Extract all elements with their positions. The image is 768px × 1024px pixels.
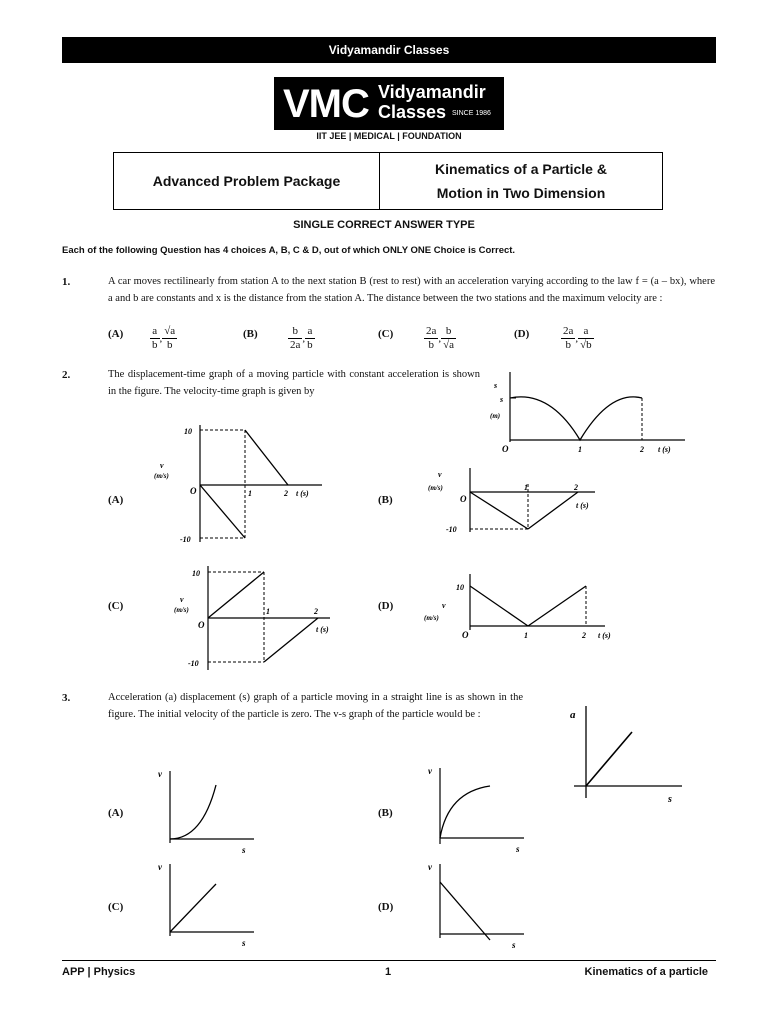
label-v: v xyxy=(158,862,162,872)
v-line xyxy=(200,485,245,538)
q3-acceleration-displacement-graph xyxy=(560,698,690,808)
v-s-curve xyxy=(170,785,216,839)
label-v-unit: (m/s) xyxy=(154,472,169,480)
q3-option-d-label: (D) xyxy=(378,901,394,913)
footer-subject: APP | Physics xyxy=(62,966,136,978)
q3-option-a-label: (A) xyxy=(108,807,124,819)
v-s-line xyxy=(440,882,490,940)
q3-option-c-label: (C) xyxy=(108,901,124,913)
label-minus-ten: -10 xyxy=(180,535,191,544)
label-s: s xyxy=(242,845,246,855)
q2-displacement-time-graph xyxy=(480,360,690,460)
q3-option-b-label: (B) xyxy=(378,807,393,819)
label-v: v xyxy=(158,769,162,779)
q1-option-a xyxy=(108,324,123,342)
label-v: v xyxy=(180,595,184,604)
q2-option-b-label: (B) xyxy=(378,494,393,506)
logo-since: SINCE 1986 xyxy=(452,110,491,117)
q2-option-c-label: (C) xyxy=(108,600,124,612)
s-t-curve xyxy=(510,397,642,440)
label-minus-ten: -10 xyxy=(446,525,457,534)
q1-option-b-value: $\frac{b}{2a}$ , $\frac{a}{b}$ xyxy=(290,325,313,351)
q1-option-d xyxy=(514,324,529,342)
v-line xyxy=(245,430,288,485)
tagline: IIT JEE | MEDICAL | FOUNDATION xyxy=(316,131,462,141)
label-v: v xyxy=(160,461,164,470)
label-t: t (s) xyxy=(296,489,309,498)
label-v: v xyxy=(438,470,442,479)
label-s: s xyxy=(512,940,516,950)
label-a: a xyxy=(570,709,576,721)
v-line xyxy=(208,572,264,618)
label-s: s xyxy=(516,844,520,854)
q2-option-c-graph xyxy=(150,562,350,674)
label-two: 2 xyxy=(582,631,586,640)
label-v: v xyxy=(442,601,446,610)
label-ten: 10 xyxy=(184,427,192,436)
label-s-unit: (m) xyxy=(490,412,501,420)
q3-option-d-graph xyxy=(420,858,530,952)
label-one: 1 xyxy=(266,607,270,616)
q2-option-b-graph xyxy=(420,462,600,552)
v-line xyxy=(528,492,578,529)
q1-option-b xyxy=(243,324,258,342)
q1-option-c xyxy=(378,324,393,342)
label-s-value: s xyxy=(500,395,504,404)
footer-rule xyxy=(62,960,716,961)
fraction: $\frac{b}{2a}$ xyxy=(290,325,301,351)
fraction: $\frac{a}{b}$ xyxy=(307,325,313,351)
label-v-unit: (m/s) xyxy=(428,484,443,492)
header-title: Vidyamandir Classes xyxy=(328,43,450,57)
question-3-text: Acceleration (a) displacement (s) graph of a particle moving in a straight line is as shown in the figure. The initial velocity of the particle is zero. The v-s graph of the particle would be : xyxy=(108,692,523,720)
label-origin: O xyxy=(460,494,467,504)
label-t: t (s) xyxy=(658,445,671,454)
label-s: s xyxy=(242,938,246,948)
chapter-title-line2: Motion in Two Dimension xyxy=(436,185,606,201)
section-heading: SINGLE CORRECT ANSWER TYPE xyxy=(293,219,475,231)
label-t: t (s) xyxy=(316,625,329,634)
label-minus-ten: -10 xyxy=(188,659,199,668)
v-line xyxy=(470,492,528,529)
label-v: v xyxy=(428,766,432,776)
label-origin: O xyxy=(502,444,509,454)
title-box xyxy=(113,152,663,210)
label-two: 2 xyxy=(284,489,288,498)
label-v-unit: (m/s) xyxy=(424,614,439,622)
label-one: 1 xyxy=(524,631,528,640)
instructions: Each of the following Question has 4 choices A, B, C & D, out of which ONLY ONE Choice is Correct. xyxy=(62,245,516,256)
v-line xyxy=(264,618,318,662)
question-2-text: The displacement-time graph of a moving particle with constant acceleration is shown in the figure. The velocity-time graph is given by xyxy=(108,369,480,397)
q3-option-b-graph xyxy=(420,762,530,856)
label-t: t (s) xyxy=(576,501,589,510)
q2-option-d-label: (D) xyxy=(378,600,394,612)
fraction: $\frac{2a}{b}$ xyxy=(426,325,437,351)
q3-option-a-graph xyxy=(150,765,260,855)
chapter-title-line1: Kinematics of a Particle & xyxy=(435,161,607,177)
label-origin: O xyxy=(190,486,197,496)
footer-page-number: 1 xyxy=(385,966,392,978)
fraction: $\frac{a}{b}$ xyxy=(152,325,158,351)
label-two: 2 xyxy=(640,445,644,454)
label-origin: O xyxy=(198,620,205,630)
v-line xyxy=(470,586,528,626)
a-s-line xyxy=(586,732,632,786)
chapter-title xyxy=(380,157,662,205)
option-label: (D) xyxy=(514,328,530,340)
footer-chapter: Kinematics of a particle xyxy=(584,966,708,978)
question-3-number: 3. xyxy=(62,692,71,704)
label-v: v xyxy=(428,862,432,872)
vmc-logo xyxy=(274,77,504,130)
logo-abbrev: VMC xyxy=(283,82,369,126)
question-1-text: A car moves rectilinearly from station A to the next station B (rest to rest) with an acceleration varying according to the law f = (a – bx), where a and b are constants and x is the distance from the station A. The distance between the two stations and the maximum velocity are : xyxy=(108,276,715,304)
fraction: $\frac{√a}{b}$ xyxy=(164,325,176,351)
label-s: s xyxy=(668,794,672,805)
q2-option-d-graph xyxy=(420,570,620,646)
v-s-curve xyxy=(440,786,490,838)
label-two: 2 xyxy=(574,483,578,492)
q3-option-c-graph xyxy=(150,858,260,948)
label-t: t (s) xyxy=(598,631,611,640)
label-origin: O xyxy=(462,630,469,640)
q1-option-c-value: $\frac{2a}{b}$ , $\frac{b}{√a}$ xyxy=(426,325,455,351)
fraction: $\frac{2a}{b}$ xyxy=(563,325,574,351)
logo-name-line1: Vidyamandir xyxy=(378,82,486,102)
q2-option-a-graph xyxy=(150,420,330,550)
label-ten: 10 xyxy=(456,583,464,592)
label-one: 1 xyxy=(578,445,582,454)
fraction: $\frac{b}{√a}$ xyxy=(443,325,455,351)
option-label: (B) xyxy=(243,328,258,340)
header-bar xyxy=(62,37,716,63)
label-two: 2 xyxy=(314,607,318,616)
label-one: 1 xyxy=(248,489,252,498)
fraction: $\frac{a}{√b}$ xyxy=(580,325,592,351)
question-1-number: 1. xyxy=(62,276,71,288)
v-s-line xyxy=(170,884,216,932)
label-ten: 10 xyxy=(192,569,200,578)
q1-option-a-value: $\frac{a}{b}$ , $\frac{√a}{b}$ xyxy=(152,325,176,351)
option-label: (C) xyxy=(378,328,394,340)
logo-name-line2: Classes xyxy=(378,102,447,122)
question-2-number: 2. xyxy=(62,369,71,381)
v-line xyxy=(528,586,586,626)
label-v-unit: (m/s) xyxy=(174,606,189,614)
q1-option-d-value: $\frac{2a}{b}$ , $\frac{a}{√b}$ xyxy=(563,325,592,351)
option-label: (A) xyxy=(108,328,124,340)
package-title: Advanced Problem Package xyxy=(152,173,341,189)
q2-option-a-label: (A) xyxy=(108,494,124,506)
label-s: s xyxy=(494,381,498,390)
label-one: 1 xyxy=(524,483,528,492)
